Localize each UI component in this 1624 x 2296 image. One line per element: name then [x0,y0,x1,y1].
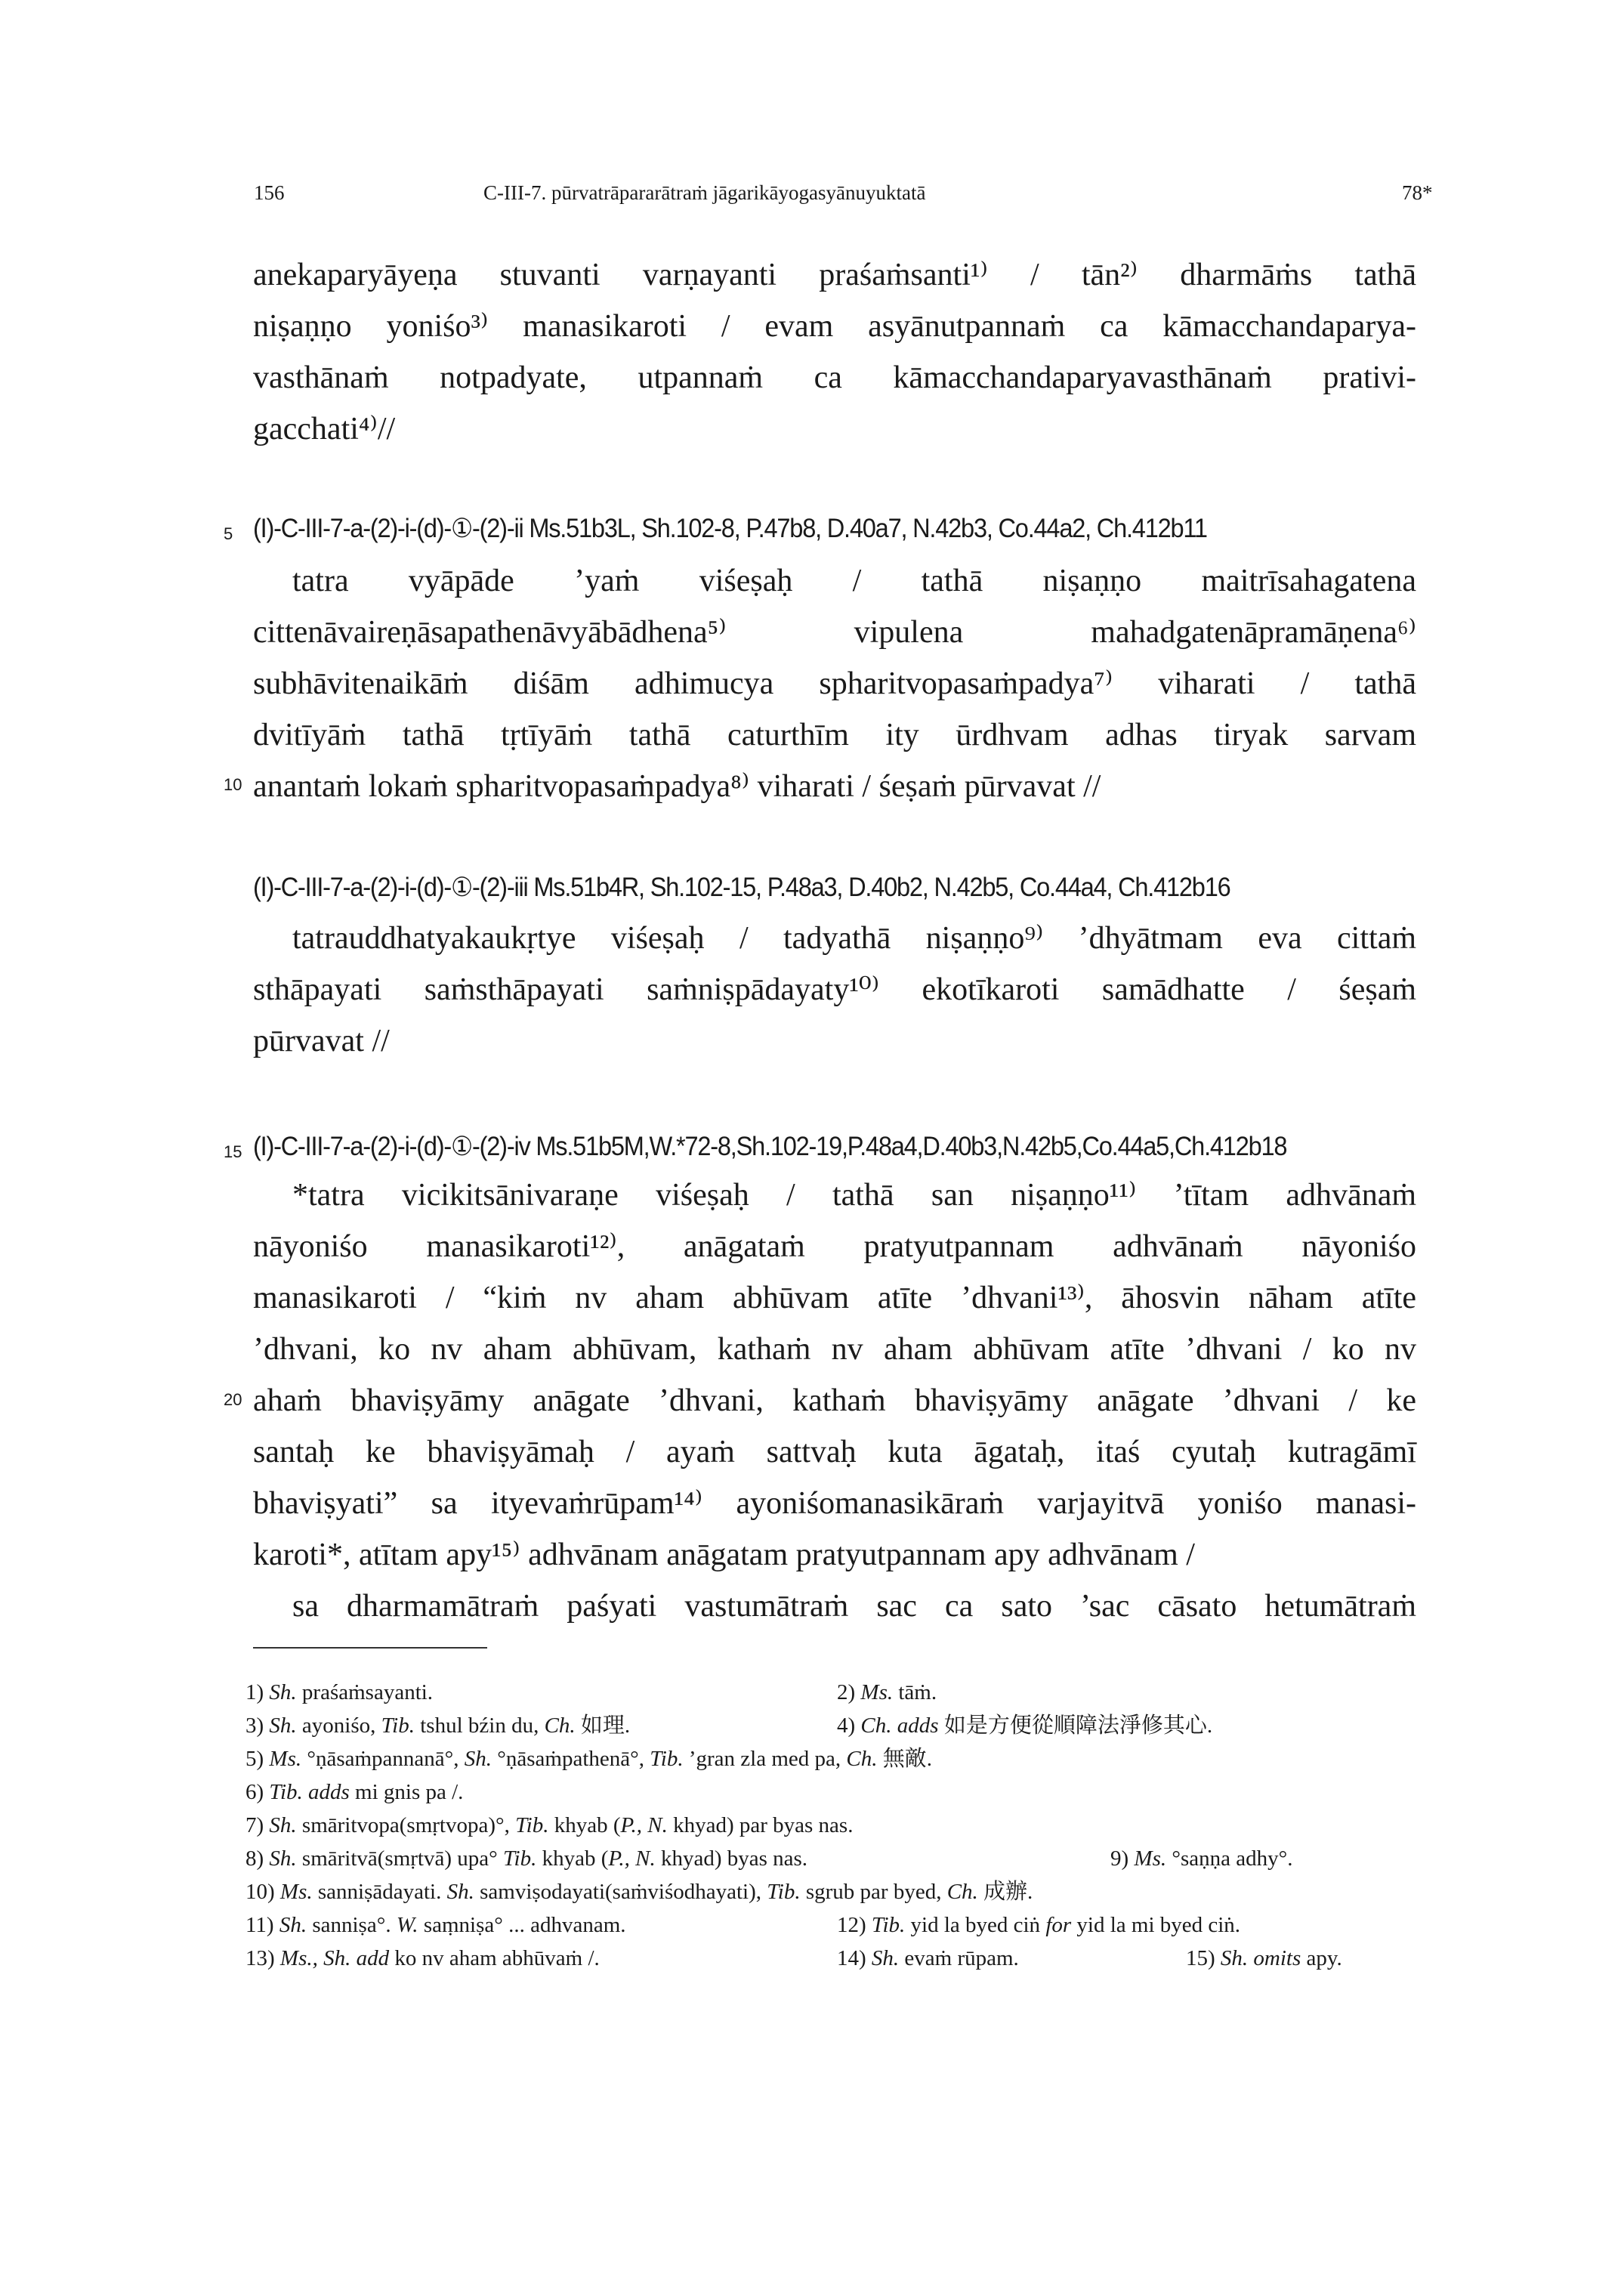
text-block-1 [253,249,1416,455]
running-title: C-III-7. pūrvatrāpararātraṁ jāgarikāyogasyānuyuktatā [483,181,926,204]
footnote: 10) Ms. sanniṣādayati. Sh. samviṣodayati(saṁviśodhayati), Tib. sgrub par byed, Ch. 成辦. [245,1880,1033,1904]
footnote: 15) Sh. omits apy. [1186,1946,1342,1970]
section-reference: (I)-C-III-7-a-(2)-i-(d)-①-(2)-ii Ms.51b3L, Sh.102-8, P.47b8, D.40a7, N.42b3, Co.44a2, Ch.412b11 [253,514,1207,543]
text-line: tatra vyāpāde ’yaṁ viśeṣaḥ / tathā niṣaṇṇo maitrīsahagatena [292,564,1416,598]
text-line: manasikaroti / “kiṁ nv aham abhūvam atīte ’dhvani¹³⁾, āhosvin nāham atīte [253,1281,1416,1315]
text-line: tatrauddhatyakaukṛtye viśeṣaḥ / tadyathā niṣaṇṇo⁹⁾ ’dhyātmam eva cittaṁ [292,921,1416,956]
footnote: 2) Ms. tāṁ. [837,1680,937,1704]
line-number: 5 [224,524,233,543]
text-line: subhāvitenaikāṁ diśām adhimucya spharitvopasaṁpadya⁷⁾ viharati / tathā [253,666,1416,701]
text-line: *tatra vicikitsānivaraṇe viśeṣaḥ / tathā san niṣaṇṇo¹¹⁾ ’tītam adhvānaṁ [292,1178,1416,1213]
text-line: pūrvavat // [253,1024,390,1058]
text-line: karoti*, atītam apy¹⁵⁾ adhvānam anāgatam pratyutpannam apy adhvānam / [253,1537,1195,1572]
text-block-3 [253,913,1416,1067]
section-reference: (I)-C-III-7-a-(2)-i-(d)-①-(2)-iv Ms.51b5M,W.*72-8,Sh.102-19,P.48a4,D.40b3,N.42b5,Co.44a5,Ch.412b18 [253,1132,1287,1161]
text-line: sa dharmamātraṁ paśyati vastumātraṁ sac ca sato ’sac cāsato hetumātraṁ [292,1589,1416,1624]
footnote: 8) Sh. smāritvā(smṛtvā) upa° Tib. khyab (P., N. khyad) byas nas. [245,1846,808,1871]
text-line: nāyoniśo manasikaroti¹²⁾, anāgataṁ pratyutpannam adhvānaṁ nāyoniśo [253,1229,1416,1264]
footnote: 6) Tib. adds mi gnis pa /. [245,1780,464,1804]
line-number: 15 [224,1142,242,1161]
text-block-4 [253,1170,1416,1632]
text-line: anekaparyāyeṇa stuvanti varṇayanti praśaṁsanti¹⁾ / tān²⁾ dharmāṁs tathā [253,258,1416,292]
text-line: santaḥ ke bhaviṣyāmaḥ / ayaṁ sattvaḥ kuta āgataḥ, itaś cyutaḥ kutragāmī [253,1435,1416,1469]
text-line: niṣaṇṇo yoniśo³⁾ manasikaroti / evam asyānutpannaṁ ca kāmacchandaparya- [253,309,1416,344]
line-number: 10 [224,775,242,794]
text-line: vasthānaṁ notpadyate, utpannaṁ ca kāmacchandaparyavasthānaṁ prativi- [253,360,1416,395]
footnote: 11) Sh. sanniṣa°. W. saṃniṣa° ... adhvanam. [245,1913,626,1937]
text-line: anantaṁ lokaṁ spharitvopasaṁpadya⁸⁾ viharati / śeṣaṁ pūrvavat // [253,769,1101,804]
text-line: cittenāvaireṇāsapathenāvyābādhena⁵⁾ vipulena mahadgatenāpramāṇena⁶⁾ [253,615,1416,650]
footnote: 3) Sh. ayoniśo, Tib. tshul bźin du, Ch. 如理. [245,1714,631,1738]
footnote: 1) Sh. praśaṁsayanti. [245,1680,434,1704]
footnote: 9) Ms. °saṇṇa adhy°. [1110,1846,1293,1871]
text-line: gacchati⁴⁾// [253,412,396,447]
text-line: ’dhvani, ko nv aham abhūvam, kathaṁ nv aham abhūvam atīte ’dhvani / ko nv [253,1332,1416,1367]
text-line: bhaviṣyati” sa ityevaṁrūpam¹⁴⁾ ayoniśomanasikāraṁ varjayitvā yoniśo manasi- [253,1486,1416,1521]
page-number: 156 [254,181,285,204]
footnote: 14) Sh. evaṁ rūpam. [837,1946,1019,1970]
text-line: sthāpayati saṁsthāpayati saṁniṣpādayaty¹⁰⁾ ekotīkaroti samādhatte / śeṣaṁ [253,972,1416,1007]
line-number: 20 [224,1390,242,1409]
footnote: 12) Tib. yid la byed ciṅ for yid la mi byed ciṅ. [837,1913,1241,1937]
footnote-divider [253,1647,487,1649]
section-reference: (I)-C-III-7-a-(2)-i-(d)-①-(2)-iii Ms.51b4R, Sh.102-15, P.48a3, D.40b2, N.42b5, Co.44a4, Ch.412b16 [253,873,1230,902]
footnote: 7) Sh. smāritvopa(smṛtvopa)°, Tib. khyab (P., N. khyad) par byas nas. [245,1813,854,1837]
footnote: 4) Ch. adds 如是方便從順障法淨修其心. [837,1714,1213,1738]
footnote: 13) Ms., Sh. add ko nv aham abhūvaṁ /. [245,1946,600,1970]
text-block-2 [253,555,1416,812]
footnote: 5) Ms. °ṇāsaṁpannanā°, Sh. °ṇāsaṁpathenā°, Tib. ’gran zla med pa, Ch. 無敵. [245,1747,932,1771]
page-mark: 78* [1402,181,1433,204]
text-line: dvitīyāṁ tathā tṛtīyāṁ tathā caturthīm ity ūrdhvam adhas tiryak sarvam [253,718,1416,752]
text-line: ahaṁ bhaviṣyāmy anāgate ’dhvani, kathaṁ bhaviṣyāmy anāgate ’dhvani / ke [253,1383,1416,1418]
